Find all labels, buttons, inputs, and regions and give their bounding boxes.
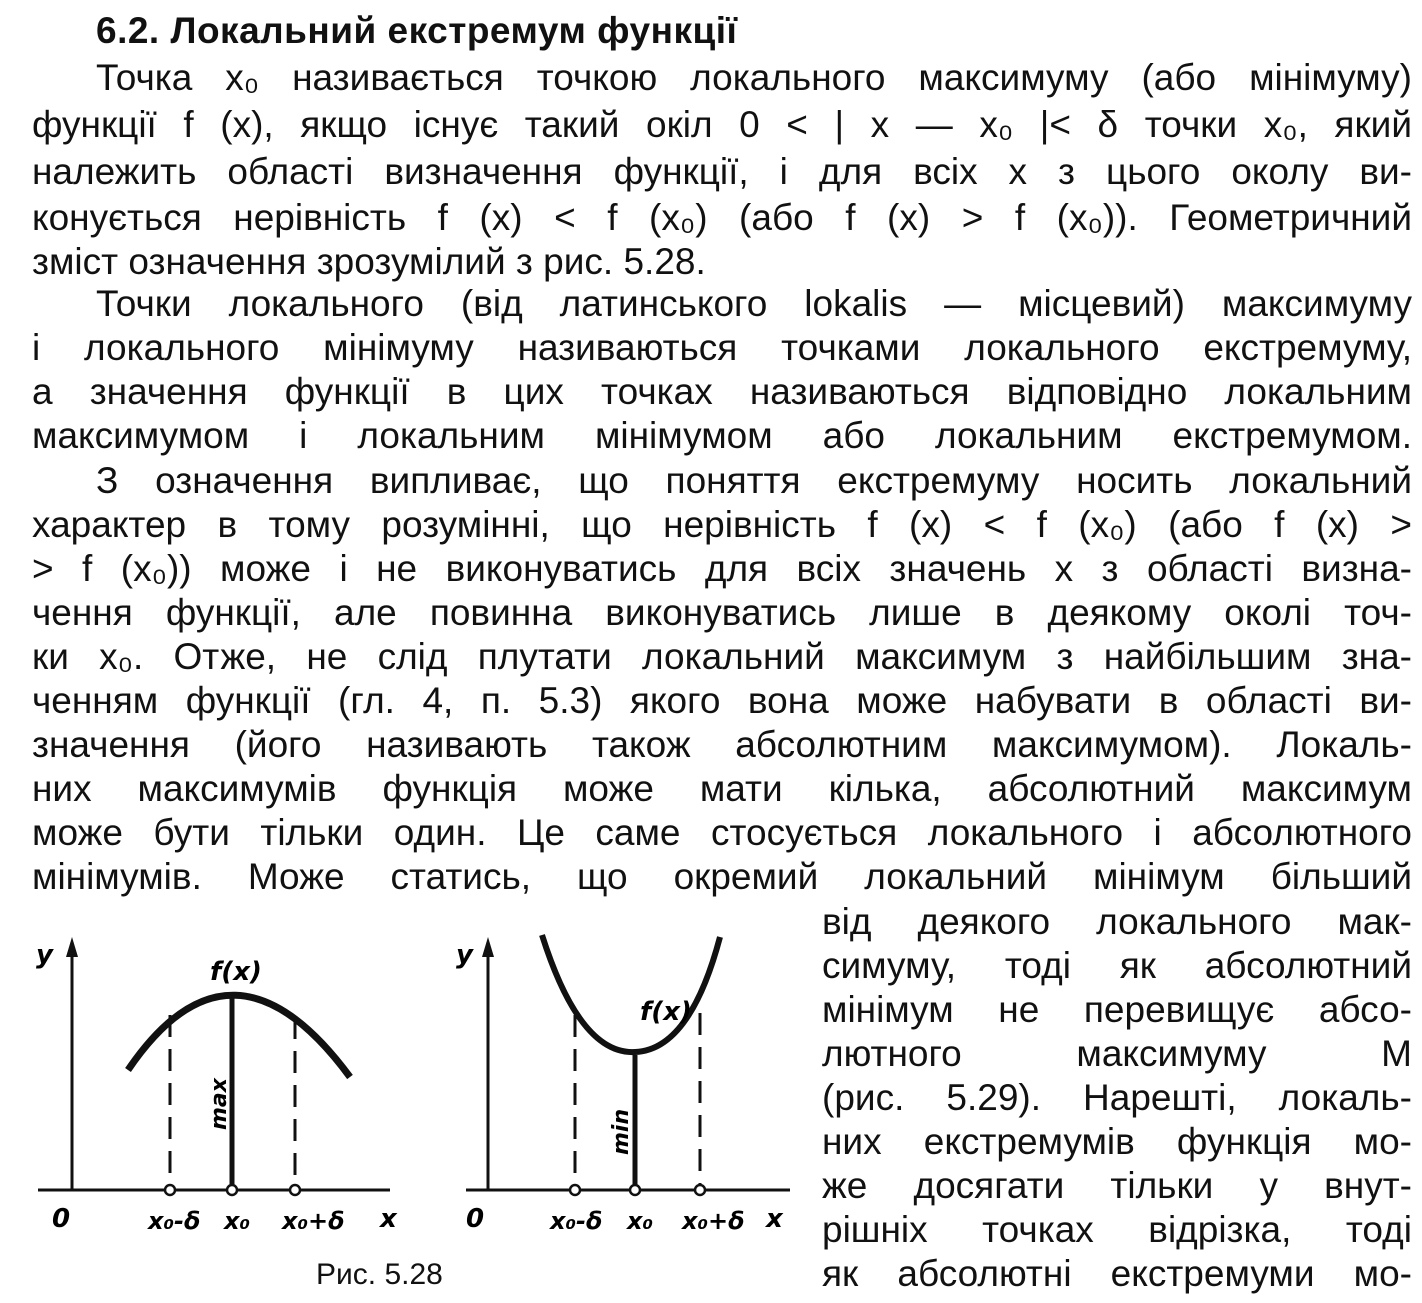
side-text-line: них екстремумів функція мо- <box>822 1121 1412 1162</box>
point-marker <box>695 1185 705 1195</box>
tick-label: x₀ <box>224 1207 250 1235</box>
tick-label: x₀+δ <box>682 1207 745 1235</box>
max-label: max <box>207 1078 232 1130</box>
origin-label: 0 <box>466 1204 485 1234</box>
side-text-line: лютного максимуму M <box>822 1033 1412 1074</box>
text-line: зміст означення зрозумілий з рис. 5.28. <box>32 241 706 282</box>
text-line: значення (його називають також абсолютним максимумом). Локаль- <box>32 724 1412 765</box>
text-line: них максимумів функція може мати кілька, абсолютний максимум <box>32 768 1412 809</box>
min-label: min <box>609 1108 634 1155</box>
text-line: Точка x₀ називається точкою локального максимуму (або мінімуму) <box>96 57 1412 98</box>
side-text-line: рішніх точках відрізка, тоді <box>822 1209 1412 1250</box>
side-text-line: мінімум не перевищує абсо- <box>822 989 1412 1030</box>
origin-label: 0 <box>52 1204 71 1234</box>
figure-caption: Рис. 5.28 <box>316 1258 443 1291</box>
text-line: З означення випливає, що поняття екстремуму носить локальний <box>96 460 1412 501</box>
y-label: y <box>36 940 53 970</box>
text-line: належить області визначення функції, і для всіх x з цього околу ви- <box>32 151 1412 192</box>
tick-label: x₀-δ <box>148 1207 201 1235</box>
right-plot-min <box>466 935 790 1195</box>
text-line: > f (x₀)) може і не виконуватись для всіх значень x з області визна- <box>32 548 1412 589</box>
text-line: може бути тільки один. Це саме стосується локального і абсолютного <box>32 812 1412 853</box>
function-label: f(x) <box>640 997 692 1027</box>
function-label: f(x) <box>210 957 262 987</box>
text-line: характер в тому розумінні, що нерівність f (x) < f (x₀) (або f (x) > <box>32 504 1412 545</box>
text-line: максимумом і локальним мінімумом або локальним екстремумом. <box>32 415 1412 456</box>
tick-label: x₀-δ <box>550 1207 603 1235</box>
text-line: конується нерівність f (x) < f (x₀) (або f (x) > f (x₀)). Геометричний <box>32 197 1412 238</box>
point-marker <box>290 1185 300 1195</box>
text-line: функції f (x), якщо існує такий окіл 0 < | x — x₀ |< δ точки x₀, який <box>32 104 1412 145</box>
tick-label: x₀+δ <box>282 1207 345 1235</box>
y-axis-arrow-icon <box>66 937 78 957</box>
y-axis-arrow-icon <box>482 937 494 957</box>
side-text-line: же досягати тільки у внут- <box>822 1165 1412 1206</box>
figure-5-28 <box>30 925 820 1295</box>
text-line: чення функції, але повинна виконуватись лише в деякому околі точ- <box>32 592 1412 633</box>
point-marker <box>227 1185 237 1195</box>
text-line: і локального мінімуму називаються точками локального екстремуму, <box>32 327 1412 368</box>
side-text-line: (рис. 5.29). Нарешті, локаль- <box>822 1077 1412 1118</box>
function-curve <box>542 935 720 1052</box>
section-title: 6.2. Локальний екстремум функції <box>96 10 738 51</box>
text-line: а значення функції в цих точках називаються відповідно локальним <box>32 371 1412 412</box>
text-line: мінімумів. Може статись, що окремий локальний мінімум більший <box>32 856 1412 897</box>
side-text-line: від деякого локального мак- <box>822 901 1412 942</box>
point-marker <box>630 1185 640 1195</box>
y-label: y <box>456 940 473 970</box>
text-line: ченням функції (гл. 4, п. 5.3) якого вона може набувати в області ви- <box>32 680 1412 721</box>
x-label: x <box>380 1204 397 1234</box>
text-line: ки x₀. Отже, не слід плутати локальний максимум з найбільшим зна- <box>32 636 1412 677</box>
x-label: x <box>766 1204 783 1234</box>
point-marker <box>570 1185 580 1195</box>
side-text-line: симуму, тоді як абсолютний <box>822 945 1412 986</box>
side-text-line: як абсолютні екстремуми мо- <box>822 1253 1412 1294</box>
tick-label: x₀ <box>627 1207 653 1235</box>
point-marker <box>165 1185 175 1195</box>
function-curve <box>128 995 350 1077</box>
text-line: Точки локального (від латинського lokalis — місцевий) максимуму <box>96 283 1412 324</box>
